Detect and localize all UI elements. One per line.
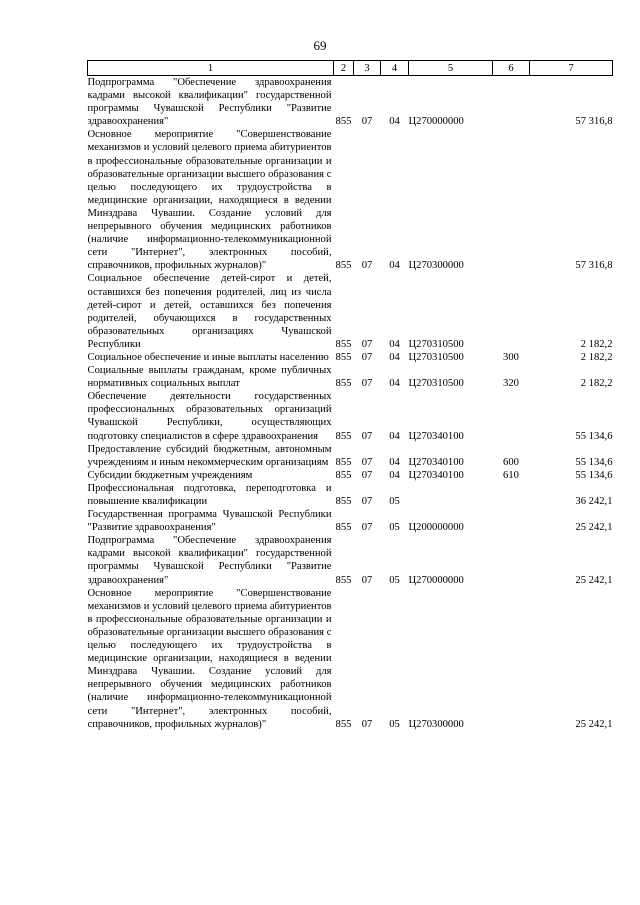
- column-header-2: 2: [334, 61, 354, 76]
- table-row: [88, 390, 613, 442]
- row-amount: 36 242,1: [575, 496, 613, 507]
- row-subsection: 05: [389, 718, 400, 730]
- row-subsection: 05: [389, 496, 400, 507]
- row-admin-code: 855: [335, 116, 352, 128]
- row-subsection: 04: [389, 116, 400, 128]
- row-admin-code: 855: [335, 260, 352, 272]
- table-row: [88, 364, 613, 390]
- row-target-article: Ц270310500: [408, 351, 464, 363]
- column-header-1: 1: [88, 61, 334, 76]
- row-expense-type: 320: [503, 378, 519, 390]
- row-section: 07: [361, 338, 373, 350]
- row-admin-code: 855: [335, 456, 352, 468]
- table-row: [88, 443, 613, 469]
- row-amount: 25 242,1: [575, 522, 613, 534]
- row-name: Профессиональная подготовка, переподготовка и повышение квалификации: [87, 482, 332, 507]
- page-number: 69: [313, 38, 327, 53]
- row-target-article: Ц270000000: [408, 116, 464, 128]
- row-target-article: Ц270340100: [408, 469, 464, 481]
- row-admin-code: 855: [335, 338, 352, 350]
- row-amount: 55 134,6: [575, 469, 613, 481]
- column-header-3: 3: [354, 61, 381, 76]
- row-expense-type: [493, 390, 530, 442]
- row-name: Предоставление субсидий бюджетным, автономным учреждениям и иным некоммерческим организациям: [87, 443, 332, 468]
- row-subsection: 05: [389, 574, 400, 586]
- table-row: [88, 351, 613, 364]
- row-section: 07: [361, 456, 373, 468]
- row-amount: 57 316,8: [575, 116, 613, 128]
- row-subsection: 05: [389, 522, 400, 534]
- row-section: 07: [361, 116, 373, 128]
- row-expense-type: 610: [503, 469, 519, 481]
- row-expense-type: [493, 508, 530, 534]
- row-amount: 2 182,2: [580, 351, 613, 363]
- table-row: [88, 469, 613, 482]
- row-admin-code: 855: [335, 496, 352, 507]
- table-row: [88, 508, 613, 534]
- column-header-7: 7: [530, 61, 613, 76]
- row-subsection: 04: [389, 469, 400, 481]
- row-name: Обеспечение деятельности государственных профессиональных образовательных организаций Чувашской Республики, осуществляющих подготовку специалистов в сфере здравоохранения: [87, 391, 332, 442]
- table-body: [88, 76, 613, 731]
- row-name: Подпрограмма "Обеспечение здравоохранения кадрами высокой квалификации" государственной программы Чувашской Республики "Развитие здравоохранения": [87, 535, 332, 586]
- row-amount: 57 316,8: [575, 260, 613, 272]
- row-target-article: Ц270340100: [408, 430, 464, 442]
- row-section: 07: [361, 574, 373, 586]
- row-amount: 25 242,1: [575, 718, 613, 730]
- row-amount: 55 134,6: [575, 430, 613, 442]
- row-section: 07: [361, 496, 373, 507]
- row-amount: 25 242,1: [575, 574, 613, 586]
- row-name: Социальное обеспечение и иные выплаты населению: [87, 351, 329, 363]
- row-admin-code: 855: [335, 469, 352, 481]
- row-amount: 55 134,6: [575, 456, 613, 468]
- column-header-4: 4: [381, 61, 409, 76]
- table-row: [88, 128, 613, 272]
- row-subsection: 04: [389, 430, 400, 442]
- row-target-article: Ц270340100: [408, 456, 464, 468]
- row-section: 07: [361, 522, 373, 534]
- row-admin-code: 855: [335, 522, 352, 534]
- row-subsection: 04: [389, 260, 400, 272]
- row-amount: 2 182,2: [580, 378, 613, 390]
- table-header-row: [88, 61, 613, 76]
- row-admin-code: 855: [335, 574, 352, 586]
- row-name: Государственная программа Чувашской Республики "Развитие здравоохранения": [87, 509, 332, 534]
- row-name: Социальные выплаты гражданам, кроме публичных нормативных социальных выплат: [87, 365, 332, 390]
- row-expense-type: [493, 76, 530, 129]
- row-subsection: 04: [389, 338, 400, 350]
- row-target-article: [409, 482, 493, 508]
- table-row: [88, 482, 613, 508]
- table-row: [88, 272, 613, 351]
- row-admin-code: 855: [335, 430, 352, 442]
- budget-table: [87, 60, 613, 731]
- table-row: [88, 587, 613, 731]
- table-row: [88, 534, 613, 586]
- row-section: 07: [361, 351, 373, 363]
- row-name: Субсидии бюджетным учреждениям: [87, 469, 253, 481]
- row-target-article: Ц200000000: [408, 522, 464, 534]
- row-section: 07: [361, 718, 373, 730]
- table-row: [88, 76, 613, 129]
- row-name: Основное мероприятие "Совершенствование механизмов и условий целевого приема абитуриентов в профессиональные образовательные организации и образовательные организации высшего образования с целью последующего их трудоустройства в медицинские организации, находящиеся в ведении Минздрава Чувашии. Создание условий для непрерывного обучения медицинских работников (наличие информационно-телекоммуникационной сети "Интернет", электронных пособий, справочников, профильных журналов)": [87, 587, 332, 730]
- row-expense-type: [493, 534, 530, 586]
- row-admin-code: 855: [335, 351, 352, 363]
- column-header-5: 5: [409, 61, 493, 76]
- row-target-article: Ц270310500: [408, 338, 464, 350]
- row-section: 07: [361, 430, 373, 442]
- row-subsection: 04: [389, 456, 400, 468]
- row-expense-type: 600: [503, 456, 519, 468]
- row-name: Подпрограмма "Обеспечение здравоохранения кадрами высокой квалификации" государственной программы Чувашской Республики "Развитие здравоохранения": [87, 77, 332, 128]
- row-admin-code: 855: [335, 378, 352, 390]
- column-header-6: 6: [493, 61, 530, 76]
- row-section: 07: [361, 378, 373, 390]
- row-expense-type: [493, 587, 530, 731]
- row-section: 07: [361, 260, 373, 272]
- row-target-article: Ц270310500: [408, 378, 464, 390]
- row-name: Основное мероприятие "Совершенствование механизмов и условий целевого приема абитуриентов в профессиональные образовательные организации и образовательные организации высшего образования с целью последующего их трудоустройства в медицинские организации, находящиеся в ведении Минздрава Чувашии. Создание условий для непрерывного обучения медицинских работников (наличие информационно-телекоммуникационной сети "Интернет", электронных пособий, справочников, профильных журналов)": [87, 129, 332, 272]
- row-subsection: 04: [389, 378, 400, 390]
- row-subsection: 04: [389, 351, 400, 363]
- row-target-article: Ц270300000: [408, 260, 464, 272]
- row-expense-type: [493, 272, 530, 351]
- row-expense-type: [493, 128, 530, 272]
- row-target-article: Ц270300000: [408, 718, 464, 730]
- row-expense-type: [493, 482, 530, 508]
- row-admin-code: 855: [335, 718, 352, 730]
- row-expense-type: 300: [503, 351, 519, 363]
- row-section: 07: [361, 469, 373, 481]
- row-name: Социальное обеспечение детей-сирот и детей, оставшихся без попечения родителей, лиц из числа детей-сирот и детей, оставшихся без попечения родителей, обучающихся в государственных образовательных организациях Чувашской Республики: [87, 273, 332, 350]
- row-target-article: Ц270000000: [408, 574, 464, 586]
- row-amount: 2 182,2: [580, 338, 613, 350]
